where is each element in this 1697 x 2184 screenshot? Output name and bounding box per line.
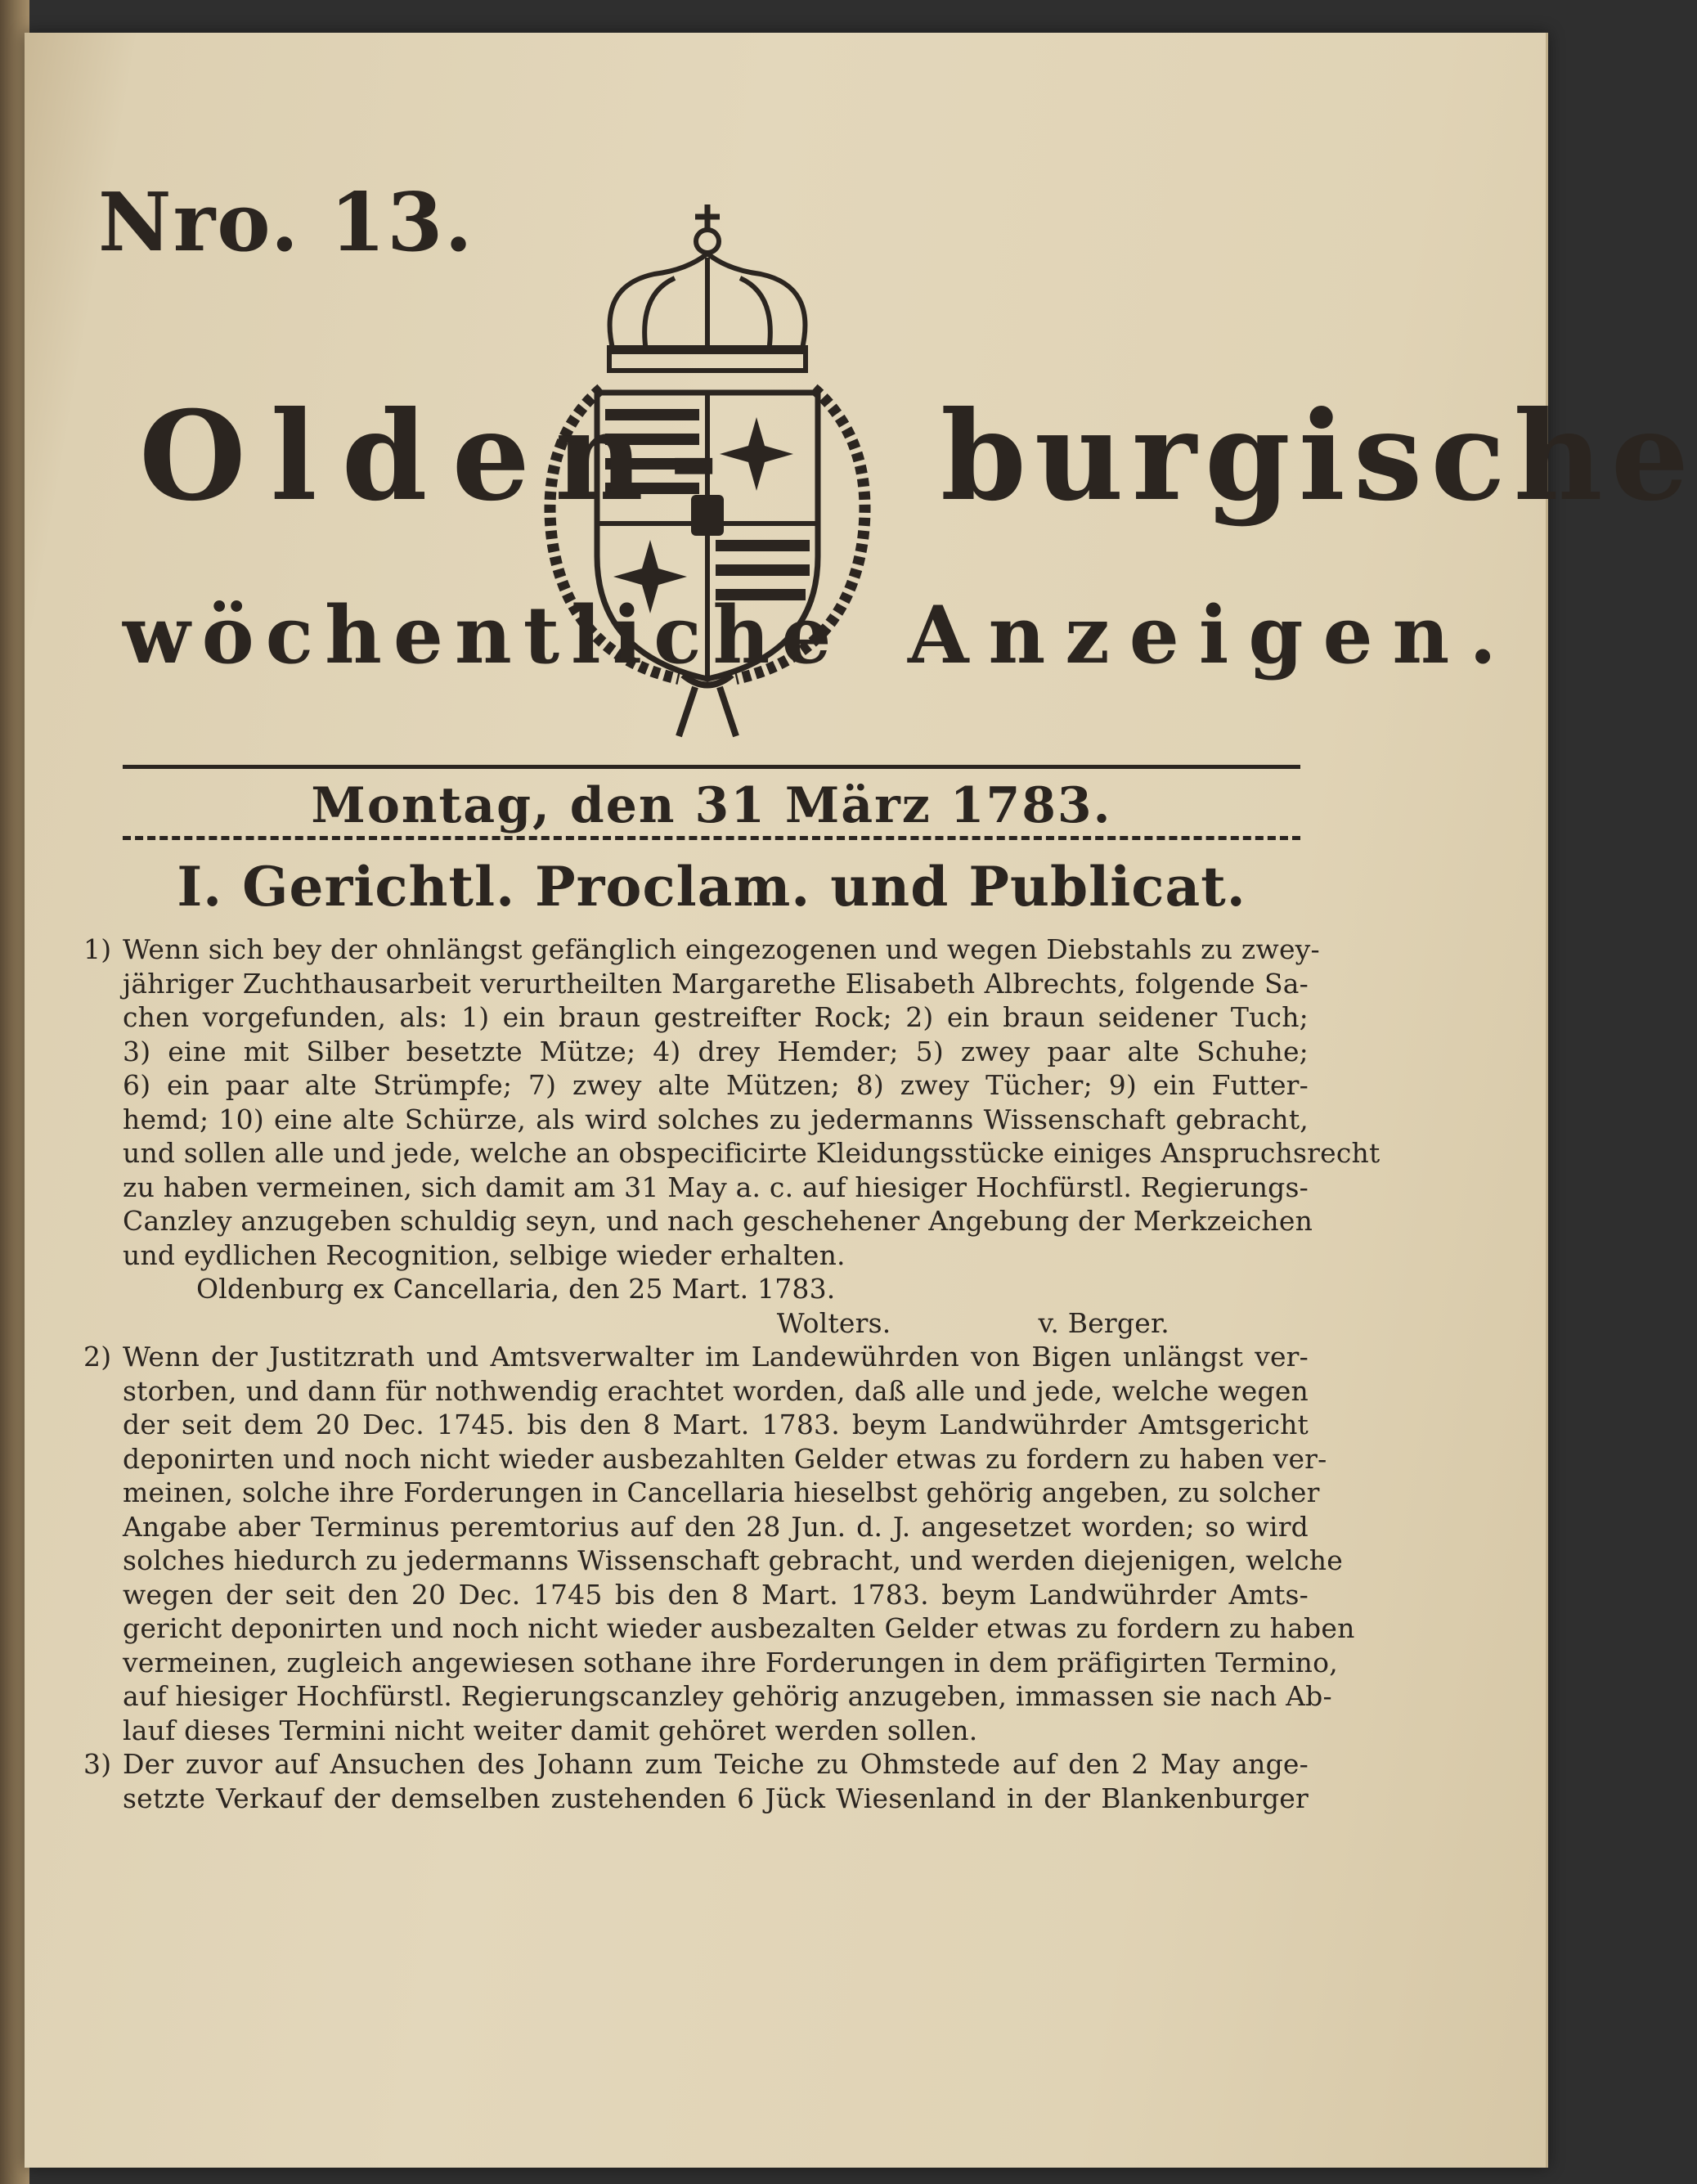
item-line: solches hiedurch zu jedermanns Wissenschaft gebracht, und werden diejenigen, welche (123, 1544, 1343, 1576)
item-line: und sollen alle und jede, welche an obspecificirte Kleidungsstücke einiges Anspruchsrecht (123, 1137, 1380, 1169)
masthead-subtitle-part2: Anzeigen. (908, 589, 1516, 681)
signer-berger: v. Berger. (1038, 1306, 1169, 1339)
item-2-line-1: Wenn der Justitzrath und Amtsverwalter im Landewührden von Bigen unlängst ver- (123, 1341, 1309, 1373)
item-line: Angabe aber Terminus peremtorius auf den 28 Jun. d. J. angesetzet worden; so wird (123, 1510, 1309, 1543)
masthead-title-part1: Olden- (139, 384, 744, 528)
item-line: gericht deponirten und noch nicht wieder ausbezalten Gelder etwas zu fordern zu haben (123, 1612, 1355, 1644)
signatures (123, 1306, 1309, 1341)
item-line: wegen der seit den 20 Dec. 1745 bis den 8 Mart. 1783. beym Landwührder Amts- (123, 1578, 1309, 1611)
masthead-title-part2: burgische (941, 384, 1697, 528)
item-line: lauf dieses Termini nicht weiter damit gehöret werden sollen. (123, 1714, 978, 1746)
article-body (123, 932, 1380, 1815)
top-rule (123, 765, 1300, 769)
masthead-subtitle-part1: wöchentliche (123, 589, 843, 681)
item-line: storben, und dann für nothwendig erachtet worden, daß alle und jede, welche wegen (123, 1374, 1309, 1407)
signer-wolters: Wolters. (776, 1306, 891, 1339)
item-line: 3) eine mit Silber besetzte Mütze; 4) drey Hemder; 5) zwey paar alte Schuhe; (123, 1035, 1309, 1067)
item-line: jähriger Zuchthausarbeit verurtheilten Margarethe Elisabeth Albrechts, folgende Sa- (123, 967, 1309, 1000)
issue-number: Nro. 13. (98, 176, 474, 270)
bottom-rule (123, 836, 1300, 840)
item-line: vermeinen, zugleich angewiesen sothane ihre Forderungen in dem präfigirten Termino, (123, 1646, 1338, 1678)
item-line: Canzley anzugeben schuldig seyn, und nach geschehener Angebung der Merkzeichen (123, 1205, 1313, 1237)
section-heading: I. Gerichtl. Proclam. und Publicat. (177, 855, 1246, 919)
item-3-line-1: Der zuvor auf Ansuchen des Johann zum Teiche zu Ohmstede auf den 2 May ange- (123, 1748, 1309, 1780)
item-line: der seit dem 20 Dec. 1745. bis den 8 Mart. 1783. beym Landwührder Amtsgericht (123, 1409, 1309, 1440)
item-line: auf hiesiger Hochfürstl. Regierungscanzley gehörig anzugeben, immassen sie nach Ab- (123, 1680, 1332, 1712)
item-line: zu haben vermeinen, sich damit am 31 May a. c. auf hiesiger Hochfürstl. Regierungs- (123, 1171, 1309, 1203)
issue-date: Montag, den 31 März 1783. (311, 777, 1112, 834)
item-line: deponirten und noch nicht wieder ausbezahlten Gelder etwas zu fordern zu haben ver- (123, 1442, 1327, 1475)
item-1-line-1: Wenn sich bey der ohnlängst gefänglich eingezogenen und wegen Diebstahls zu zwey- (123, 933, 1320, 965)
item-line: hemd; 10) eine alte Schürze, als wird solches zu jedermanns Wissenschaft gebracht, (123, 1103, 1309, 1135)
item-line: meinen, solche ihre Forderungen in Cancellaria hieselbst gehörig angeben, zu solcher (123, 1476, 1320, 1508)
item-line: 6) ein paar alte Strümpfe; 7) zwey alte Mützen; 8) zwey Tücher; 9) ein Futter- (123, 1069, 1309, 1101)
item-line: und eydlichen Recognition, selbige wieder erhalten. (123, 1238, 846, 1271)
place-date: Oldenburg ex Cancellaria, den 25 Mart. 1783. (196, 1273, 836, 1305)
item-line: setzte Verkauf der demselben zustehenden 6 Jück Wiesenland in der Blankenburger (123, 1782, 1309, 1814)
item-line: chen vorgefunden, als: 1) ein braun gestreifter Rock; 2) ein braun seidener Tuch; (123, 1001, 1309, 1033)
